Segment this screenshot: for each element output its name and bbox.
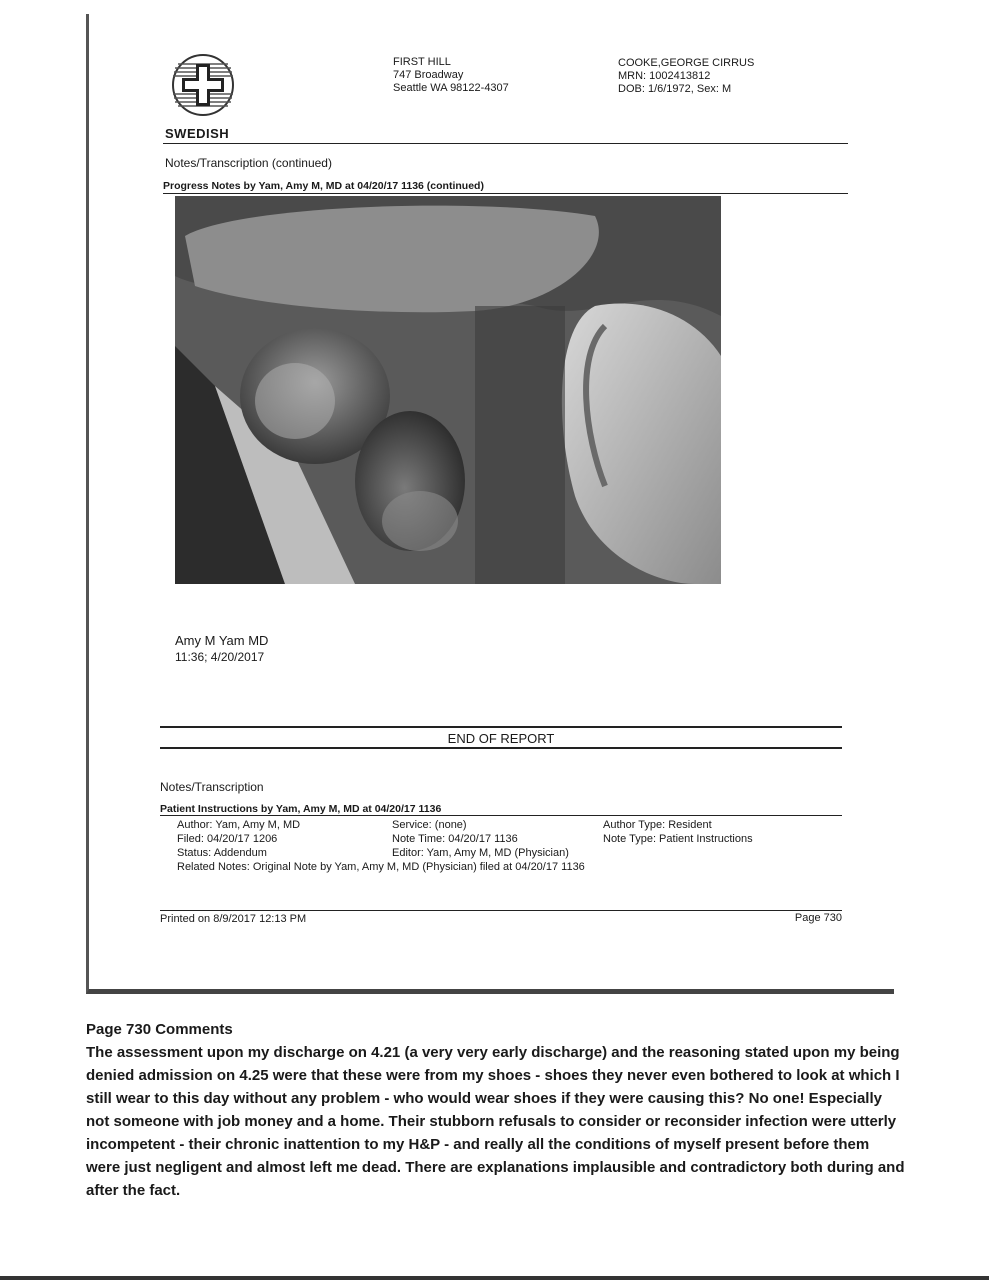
note-editor: Editor: Yam, Amy M, MD (Physician)	[392, 847, 569, 859]
note-type: Note Type: Patient Instructions	[603, 833, 753, 845]
comments-heading: Page 730 Comments	[86, 1021, 233, 1038]
header-divider	[163, 143, 848, 144]
note-time: Note Time: 04/20/17 1136	[392, 833, 518, 845]
patient-dob: DOB: 1/6/1972, Sex: M	[618, 83, 732, 95]
patient-mrn: MRN: 1002413812	[618, 70, 711, 82]
note-filed: Filed: 04/20/17 1206	[177, 833, 278, 845]
facility-address	[393, 56, 509, 95]
comments-body: The assessment upon my discharge on 4.21 (a very very early discharge) and the reasoning stated upon my being denied admission on 4.25 were that these were from my shoes - shoes they never even bothered to look at which I still wear to this day without any problem - who would wear shoes if they were causing this? No one! Especially not someone with job money and a home. Their stubborn refusals to consider or reconsider infection were utterly incompetent - their chronic inattention to my H&P - and really all the conditions of myself present before them were just negligent and almost left me dead. There are explanations implausible and contradictory both during and after the fact.	[86, 1044, 905, 1199]
note-meta-col2	[392, 818, 569, 860]
clinical-photo	[175, 196, 721, 584]
section2-title: Notes/Transcription	[160, 780, 264, 794]
note-related: Related Notes: Original Note by Yam, Amy M, MD (Physician) filed at 04/20/17 1136	[177, 861, 585, 873]
signature-timestamp: 11:36; 4/20/2017	[175, 650, 265, 664]
facility-name: FIRST HILL	[393, 56, 451, 68]
section2-note-title: Patient Instructions by Yam, Amy M, MD at 04/20/17 1136	[160, 803, 442, 815]
signature-name: Amy M Yam MD	[175, 633, 269, 648]
page-number: Page 730	[794, 912, 842, 924]
note-title-underline	[163, 193, 848, 194]
end-report-top-rule	[160, 726, 842, 728]
note-meta-col3	[603, 818, 753, 846]
comments-block	[86, 1018, 906, 1202]
section-title: Notes/Transcription (continued)	[165, 156, 332, 170]
swedish-logo-icon	[170, 52, 236, 118]
end-of-report: END OF REPORT	[447, 731, 555, 746]
note-title: Progress Notes by Yam, Amy M, MD at 04/20/17 1136 (continued)	[163, 180, 484, 192]
note-status: Status: Addendum	[177, 847, 267, 859]
scan-bottom-edge	[0, 1276, 989, 1280]
patient-name: COOKE,GEORGE CIRRUS	[618, 57, 755, 69]
note-author-type: Author Type: Resident	[603, 819, 712, 831]
patient-info	[618, 57, 754, 96]
brand-name: SWEDISH	[165, 126, 230, 141]
end-report-bottom-rule	[160, 747, 842, 749]
section2-note-underline	[160, 815, 842, 816]
facility-street: 747 Broadway	[393, 69, 464, 81]
footer-rule	[160, 910, 842, 911]
note-author: Author: Yam, Amy M, MD	[177, 819, 301, 831]
facility-city: Seattle WA 98122-4307	[393, 82, 509, 94]
printed-on: Printed on 8/9/2017 12:13 PM	[160, 913, 307, 925]
note-service: Service: (none)	[392, 819, 467, 831]
